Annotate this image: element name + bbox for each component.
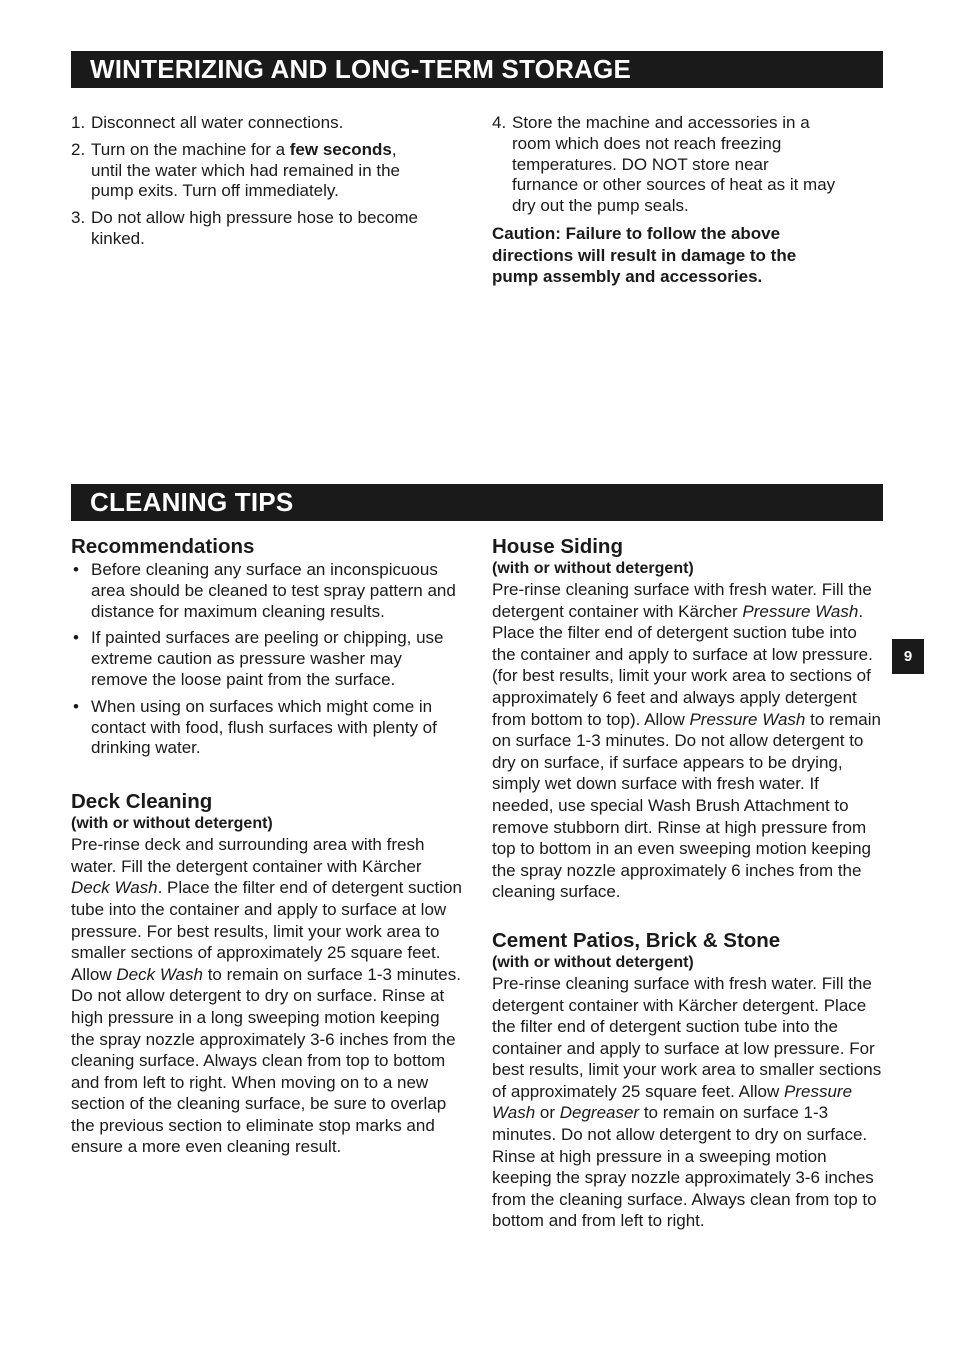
winterizing-left-column [71, 113, 431, 256]
cement-patios-text: Pre-rinse cleaning surface with fresh water. Fill the detergent container with Kärcher detergent. Place the filter end of detergent suction tube into the container and apply to surface at low pressure. For best results, limit your work area to smaller sections of approximately 25 square feet. Allow Pressure Wash or Degreaser to remain on surface 1-3 minutes. Do not allow detergent to dry on surface. Rinse at high pressure in a sweeping motion keeping the spray nozzle approximately 3-6 inches from the cleaning surface. Always clean from top to bottom and from left to right. [492, 973, 882, 1231]
recommendations-heading: Recommendations [71, 535, 255, 558]
cement-patios-subtitle: (with or without detergent) [492, 953, 694, 971]
house-siding-text: Pre-rinse cleaning surface with fresh water. Fill the detergent container with Kärcher Pressure Wash. Place the filter end of detergent suction tube into the container and apply to surface at low pressure. (for best results, limit your work area to sections of approximately 6 feet and always apply detergent from bottom to top). Allow Pressure Wash to remain on surface 1-3 minutes. Do not allow detergent to dry on surface, if surface appears to be drying, simply wet down surface with fresh water. If needed, use special Wash Brush Attachment to remove stubborn dirt. Rinse at high pressure from top to bottom in an even sweeping motion keeping the spray nozzle approximately 6 inches from the cleaning surface. [492, 580, 881, 902]
winter-step-4: 4. Store the machine and accessories in a room which does not reach freezing temperatures. DO NOT store near furnance or other sources of heat as it may dry out the pump seals. [492, 113, 836, 216]
winter-step-2: 2. Turn on the machine for a few seconds, until the water which had remained in the pump exits. Turn off immediately. [71, 139, 401, 201]
deck-cleaning-heading: Deck Cleaning [71, 790, 213, 814]
winterizing-header: WINTERIZING AND LONG-TERM STORAGE [71, 51, 883, 88]
winter-step-1: 1. Disconnect all water connections. [71, 113, 344, 132]
house-siding-heading: House Siding [492, 535, 623, 558]
winter-step-3: 3. Do not allow high pressure hose to become kinked. [71, 208, 418, 248]
deck-cleaning-text: Pre-rinse deck and surrounding area with fresh water. Fill the detergent container with Kärcher Deck Wash. Place the filter end of detergent suction tube into the container and apply to surface at low pressure. For best results, limit your work area to smaller sections of approximately 25 square feet. Allow Deck Wash to remain on surface 1-3 minutes. Do not allow detergent to dry on surface. Rinse at high pressure in a long sweeping motion keeping the spray nozzle approximately 3-6 inches from the cleaning surface. Always clean from top to bottom and from left to right. When moving on to a new section of the cleaning surface, be sure to overlap the previous section to eliminate stop marks and ensure a more even cleaning result. [71, 835, 462, 1157]
winterizing-right-column [492, 113, 837, 288]
cleaning-tips-header: CLEANING TIPS [71, 484, 883, 521]
cleaning-right-column [492, 534, 884, 1232]
recommendation-item: • If painted surfaces are peeling or chipping, use extreme caution as pressure washer may remove the loose paint from the surface. [73, 628, 444, 689]
house-siding-subtitle: (with or without detergent) [492, 560, 694, 577]
caution-note: Caution: Failure to follow the above directions will result in damage to the pump assembly and accessories. [492, 223, 797, 287]
page-number-tab: 9 [892, 639, 924, 674]
recommendation-item: • Before cleaning any surface an inconspicuous area should be cleaned to test spray pattern and distance for maximum cleaning results. [73, 560, 456, 621]
recommendation-item: • When using on surfaces which might come in contact with food, flush surfaces with plenty of drinking water. [73, 696, 437, 758]
deck-cleaning-subtitle: (with or without detergent) [71, 815, 273, 833]
cleaning-left-column [71, 534, 463, 1158]
cement-patios-heading: Cement Patios, Brick & Stone [492, 928, 781, 952]
